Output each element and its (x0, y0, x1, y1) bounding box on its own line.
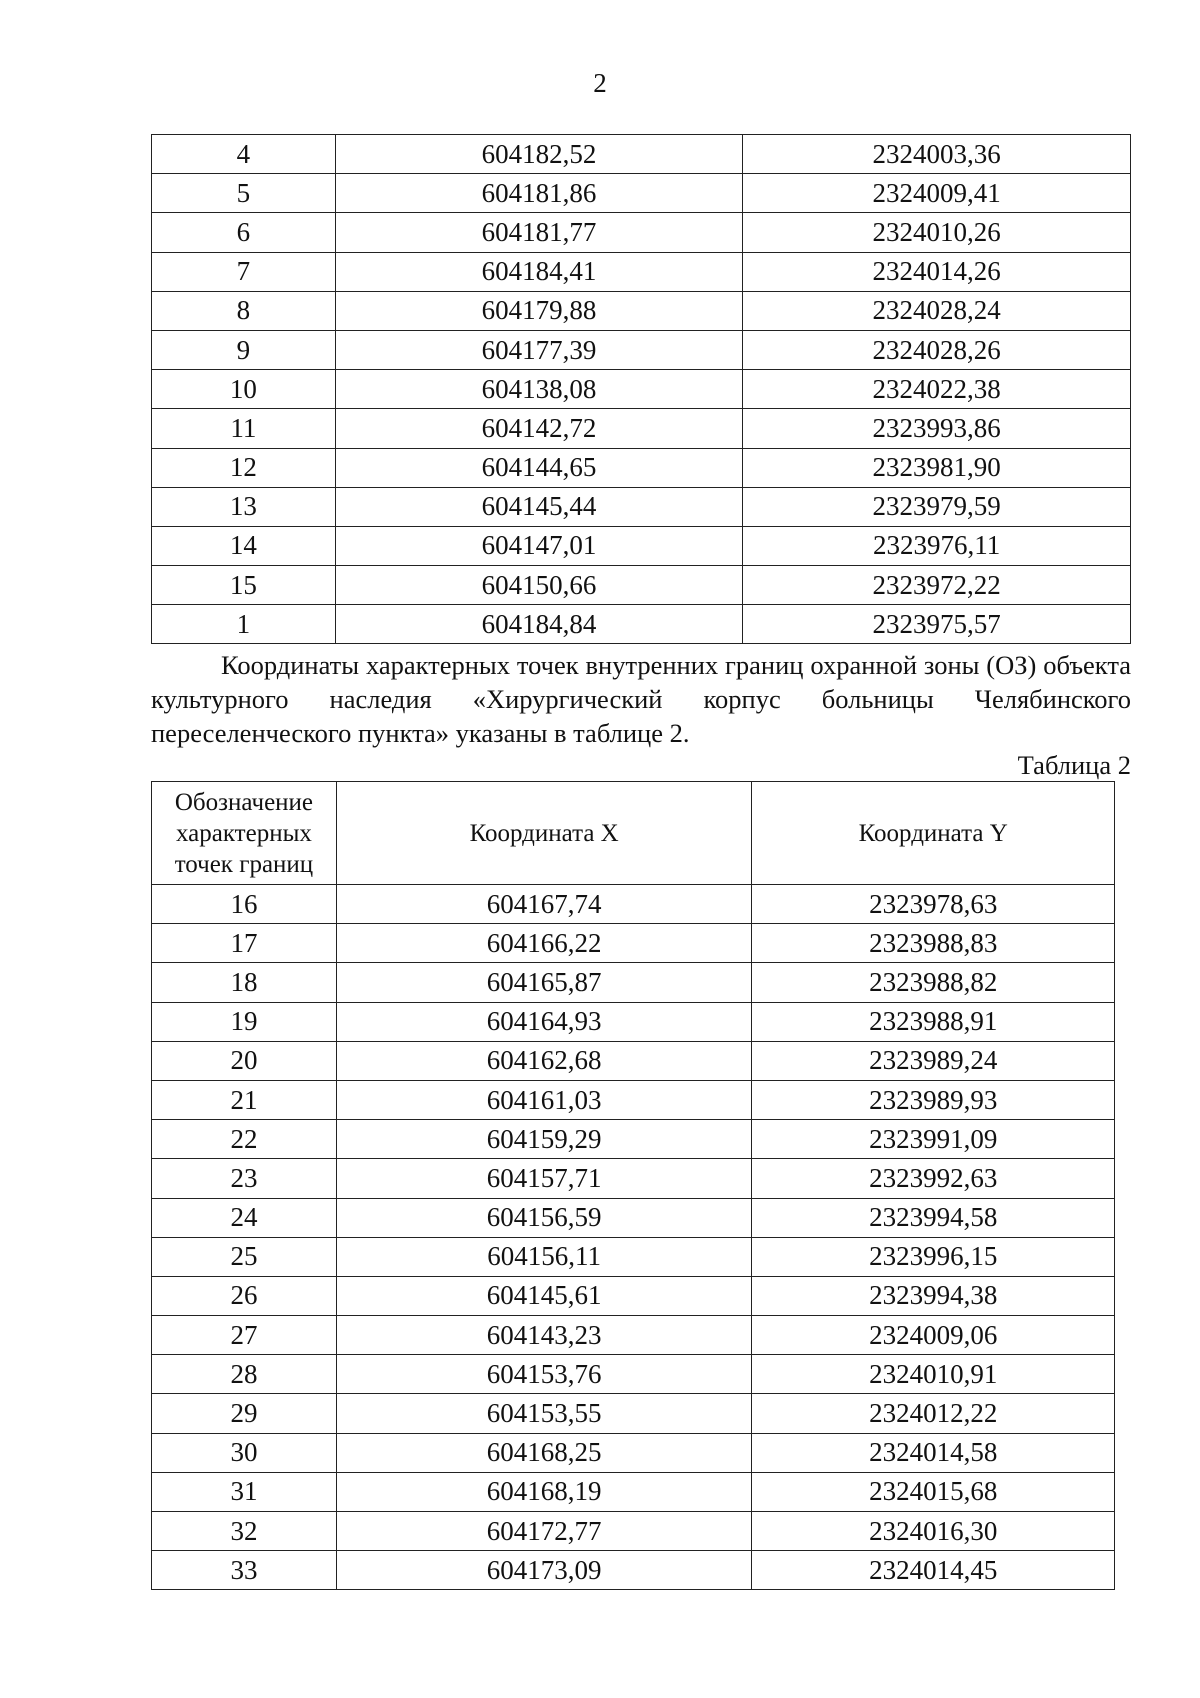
point-number-cell: 18 (152, 963, 337, 1002)
table-row (152, 1512, 1115, 1551)
table-row (152, 605, 1131, 644)
point-number-cell: 23 (152, 1159, 337, 1198)
table-row (152, 448, 1131, 487)
coordinate-y-cell: 2323991,09 (752, 1120, 1115, 1159)
point-number-cell: 7 (152, 252, 336, 291)
table-row (152, 1551, 1115, 1590)
table-row (152, 1198, 1115, 1237)
coordinate-y-cell: 2323994,58 (752, 1198, 1115, 1237)
coordinate-x-cell: 604143,23 (336, 1316, 751, 1355)
coordinate-y-cell: 2323993,86 (743, 409, 1131, 448)
coordinate-x-cell: 604184,41 (335, 252, 743, 291)
table-row (152, 1433, 1115, 1472)
point-number-cell: 28 (152, 1355, 337, 1394)
table2-body (152, 885, 1115, 1590)
coordinate-y-cell: 2324010,91 (752, 1355, 1115, 1394)
coordinate-x-cell: 604145,61 (336, 1276, 751, 1315)
table-row (152, 1041, 1115, 1080)
table-row (152, 213, 1131, 252)
coordinate-y-cell: 2323988,91 (752, 1002, 1115, 1041)
point-number-cell: 17 (152, 924, 337, 963)
coordinate-y-cell: 2324014,58 (752, 1433, 1115, 1472)
table-row (152, 1002, 1115, 1041)
description-paragraph (151, 648, 1131, 750)
coordinate-y-cell: 2323988,83 (752, 924, 1115, 963)
coordinate-y-cell: 2323994,38 (752, 1276, 1115, 1315)
header-coordinate-x: Координата X (336, 782, 751, 885)
point-number-cell: 11 (152, 409, 336, 448)
coordinate-x-cell: 604166,22 (336, 924, 751, 963)
table2-label: Таблица 2 (1017, 750, 1131, 780)
coordinate-y-cell: 2323989,93 (752, 1080, 1115, 1119)
coordinate-x-cell: 604173,09 (336, 1551, 751, 1590)
point-number-cell: 1 (152, 605, 336, 644)
table-row (152, 409, 1131, 448)
coordinate-x-cell: 604168,19 (336, 1472, 751, 1511)
point-number-cell: 9 (152, 330, 336, 369)
point-number-cell: 16 (152, 885, 337, 924)
table2-header-row (152, 782, 1115, 885)
table-row (152, 1159, 1115, 1198)
point-number-cell: 19 (152, 1002, 337, 1041)
coordinate-y-cell: 2324012,22 (752, 1394, 1115, 1433)
table-row (152, 1276, 1115, 1315)
point-number-cell: 12 (152, 448, 336, 487)
table-row (152, 291, 1131, 330)
coordinate-y-cell: 2324009,06 (752, 1316, 1115, 1355)
point-number-cell: 30 (152, 1433, 337, 1472)
point-number-cell: 27 (152, 1316, 337, 1355)
coordinate-y-cell: 2324015,68 (752, 1472, 1115, 1511)
point-number-cell: 5 (152, 174, 336, 213)
point-number-cell: 10 (152, 370, 336, 409)
coordinate-y-cell: 2324022,38 (743, 370, 1131, 409)
coordinate-x-cell: 604156,59 (336, 1198, 751, 1237)
coordinate-y-cell: 2323975,57 (743, 605, 1131, 644)
paragraph-text: Координаты характерных точек внутренних границ охранной зоны (ОЗ) объекта культурного наследия «Хирургический корпус больницы Челябинского переселенческого пункта» указаны в таблице 2. (151, 650, 1131, 748)
table-row (152, 370, 1131, 409)
point-number-cell: 14 (152, 526, 336, 565)
point-number-cell: 22 (152, 1120, 337, 1159)
table-row (152, 1355, 1115, 1394)
point-number-cell: 26 (152, 1276, 337, 1315)
coordinate-y-cell: 2324009,41 (743, 174, 1131, 213)
coordinate-y-cell: 2323979,59 (743, 487, 1131, 526)
point-number-cell: 31 (152, 1472, 337, 1511)
point-number-cell: 8 (152, 291, 336, 330)
header-point-designation: Обозначение характерных точек границ (152, 782, 337, 885)
point-number-cell: 6 (152, 213, 336, 252)
coordinate-x-cell: 604150,66 (335, 566, 743, 605)
table-row (152, 1472, 1115, 1511)
point-number-cell: 21 (152, 1080, 337, 1119)
coordinate-x-cell: 604153,76 (336, 1355, 751, 1394)
coordinate-x-cell: 604165,87 (336, 963, 751, 1002)
coordinate-x-cell: 604164,93 (336, 1002, 751, 1041)
coordinate-y-cell: 2324028,24 (743, 291, 1131, 330)
point-number-cell: 4 (152, 135, 336, 174)
coordinate-x-cell: 604142,72 (335, 409, 743, 448)
coordinate-y-cell: 2324014,45 (752, 1551, 1115, 1590)
table-row (152, 252, 1131, 291)
coordinate-x-cell: 604144,65 (335, 448, 743, 487)
point-number-cell: 32 (152, 1512, 337, 1551)
coordinate-y-cell: 2323981,90 (743, 448, 1131, 487)
table-row (152, 885, 1115, 924)
coordinate-x-cell: 604162,68 (336, 1041, 751, 1080)
coordinate-x-cell: 604145,44 (335, 487, 743, 526)
coordinate-y-cell: 2323996,15 (752, 1237, 1115, 1276)
coordinate-x-cell: 604179,88 (335, 291, 743, 330)
coordinate-x-cell: 604168,25 (336, 1433, 751, 1472)
table-row (152, 1316, 1115, 1355)
table1-body (152, 135, 1131, 644)
coordinate-x-cell: 604184,84 (335, 605, 743, 644)
table-row (152, 566, 1131, 605)
coordinate-y-cell: 2323989,24 (752, 1041, 1115, 1080)
point-number-cell: 29 (152, 1394, 337, 1433)
table-row (152, 330, 1131, 369)
coordinate-x-cell: 604156,11 (336, 1237, 751, 1276)
coordinate-y-cell: 2323972,22 (743, 566, 1131, 605)
coordinate-x-cell: 604147,01 (335, 526, 743, 565)
coordinate-y-cell: 2324016,30 (752, 1512, 1115, 1551)
coordinate-y-cell: 2324010,26 (743, 213, 1131, 252)
coordinate-x-cell: 604161,03 (336, 1080, 751, 1119)
coordinate-x-cell: 604181,86 (335, 174, 743, 213)
point-number-cell: 13 (152, 487, 336, 526)
coordinate-x-cell: 604172,77 (336, 1512, 751, 1551)
coordinate-x-cell: 604182,52 (335, 135, 743, 174)
table-row (152, 963, 1115, 1002)
coordinate-x-cell: 604181,77 (335, 213, 743, 252)
coordinate-x-cell: 604167,74 (336, 885, 751, 924)
coordinate-y-cell: 2323992,63 (752, 1159, 1115, 1198)
coordinate-x-cell: 604159,29 (336, 1120, 751, 1159)
coordinate-x-cell: 604157,71 (336, 1159, 751, 1198)
table-row (152, 174, 1131, 213)
table-row (152, 487, 1131, 526)
coordinates-table-continued (151, 134, 1131, 644)
page-number: 2 (593, 68, 607, 98)
coordinates-table-2 (151, 781, 1115, 1590)
coordinate-y-cell: 2323976,11 (743, 526, 1131, 565)
point-number-cell: 24 (152, 1198, 337, 1237)
table-row (152, 1080, 1115, 1119)
coordinate-y-cell: 2323978,63 (752, 885, 1115, 924)
coordinate-y-cell: 2324028,26 (743, 330, 1131, 369)
point-number-cell: 25 (152, 1237, 337, 1276)
coordinate-x-cell: 604177,39 (335, 330, 743, 369)
header-coordinate-y: Координата Y (752, 782, 1115, 885)
table-row (152, 924, 1115, 963)
coordinate-y-cell: 2323988,82 (752, 963, 1115, 1002)
table-row (152, 1120, 1115, 1159)
point-number-cell: 33 (152, 1551, 337, 1590)
table-row (152, 1394, 1115, 1433)
coordinate-y-cell: 2324014,26 (743, 252, 1131, 291)
point-number-cell: 20 (152, 1041, 337, 1080)
table-row (152, 135, 1131, 174)
table-row (152, 526, 1131, 565)
coordinate-x-cell: 604138,08 (335, 370, 743, 409)
coordinate-x-cell: 604153,55 (336, 1394, 751, 1433)
coordinate-y-cell: 2324003,36 (743, 135, 1131, 174)
table-row (152, 1237, 1115, 1276)
point-number-cell: 15 (152, 566, 336, 605)
